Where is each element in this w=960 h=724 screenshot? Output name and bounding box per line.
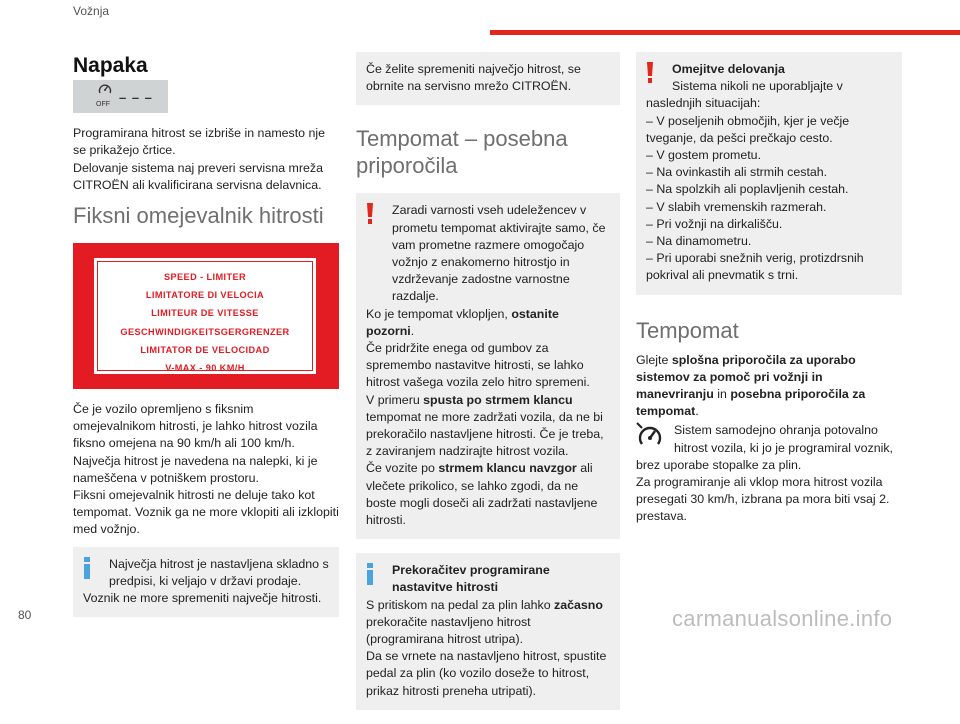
limitations-title: Omejitve delovanja [672, 62, 785, 76]
fixed-text-1: Če je vozilo opremljeno s fiksnim omejevalnikom hitrosti, je lahko hitrost vozila fiksno omejena na 90 km/h ali 100 km/h. [73, 402, 318, 451]
info-text-2: Da se vrnete na nastavljeno hitrost, spustite pedal za plin (ko vozilo doseže to hitrost, prikaz hitrosti preneha utripati). [366, 649, 607, 698]
limitation-item: – Na dinamometru. [646, 234, 752, 249]
sticker-line: GESCHWINDIGKEITSGERGRENZER [120, 326, 290, 337]
header-accent-bar [490, 30, 960, 35]
speedometer-icon [98, 82, 112, 96]
warning-text-3: Če pridržite enega od gumbov za spremembo nastavitve hitrosti, se lahko hitrost vašega vozila zelo hitro spremeni. [366, 341, 590, 390]
limitations-intro: Sistema nikoli ne uporabljajte v naslednjih situacijah: [646, 79, 843, 111]
cruise-description-2: Za programiranje ali vklop mora hitrost vozila presegati 30 km/h, izbrana pa mora biti vsaj 2. prestava. [636, 475, 890, 524]
info-note-text-2: Voznik ne more spremeniti največje hitrosti. [83, 591, 322, 606]
cruise-control-heading: Tempomat [636, 317, 739, 343]
contact-note [356, 52, 620, 105]
limitations-warning [636, 52, 902, 295]
napaka-heading: Napaka [73, 54, 148, 77]
limitation-item: – Pri vožnji na dirkališču. [646, 216, 783, 231]
off-label: OFF [96, 101, 110, 109]
fixed-text-2: Največja hitrost je navedena na nalepki, ki je nameščena v potniškem prostoru. [73, 453, 318, 485]
napaka-text-2: Delovanje sistema naj preveri servisna mreža CITROËN ali kvalificirana servisna delavnica. [73, 160, 323, 192]
info-note [73, 547, 339, 618]
warning-icon [366, 203, 374, 225]
page-number: 80 [18, 608, 32, 622]
cruise-control-icon [636, 422, 664, 450]
limitation-item: – V gostem prometu. [646, 148, 762, 163]
dashes-display: – – – [119, 90, 153, 106]
watermark: carmanualsonline.info [672, 606, 893, 631]
cruise-recommendations-heading: Tempomat – posebna priporočila [356, 126, 568, 179]
warning-note [356, 193, 620, 539]
warning-text-2: Ko je tempomat vklopljen, ostanite pozorni. [366, 306, 559, 338]
limitation-item: – Pri uporabi snežnih verig, protizdrsnih pokrival ali pnevmatik s trni. [646, 251, 864, 283]
cruise-description: Sistem samodejno ohranja potovalno hitrost vozila, ki jo je programiral voznik, brez uporabe stopalke za plin. [636, 423, 893, 472]
speed-limiter-sticker [73, 243, 339, 389]
fixed-text-3: Fiksni omejevalnik hitrosti ne deluje tako kot tempomat. Voznik ga ne more vklopiti ali izklopiti med vožnjo. [73, 488, 339, 537]
info-icon [83, 557, 91, 579]
info-icon [366, 563, 374, 585]
napaka-text-1: Programirana hitrost se izbriše in namesto nje se prikažejo črtice. [73, 126, 326, 158]
sticker-line: SPEED - LIMITER [163, 272, 247, 283]
fixed-limiter-heading: Fiksni omejevalnik hitrosti [73, 203, 324, 229]
contact-note-text: Če želite spremeniti največjo hitrost, se obrnite na servisno mrežo CITROËN. [366, 62, 581, 94]
speed-limiter-off-display [73, 80, 168, 113]
reference-text: Glejte splošna priporočila za uporabo sistemov za pomoč pri vožnji in manevriranju in posebna priporočila za tempomat. [636, 352, 866, 419]
column-2 [356, 52, 620, 724]
section-header: Vožnja [73, 4, 110, 18]
info-note-text-1: Največja hitrost je nastavljena skladno s predpisi, ki veljajo v državi prodaje. [109, 556, 329, 588]
sticker-line: LIMITEUR DE VITESSE [151, 308, 259, 319]
warning-text-1: Zaradi varnosti vseh udeležencev v prometu tempomat aktivirajte samo, če vam prometne razmere omogočajo vožnjo z enakomerno hitrostjo in vzdrževanje zadostne varnostne razdalje. [392, 203, 606, 304]
info-title: Prekoračitev programirane nastavitve hitrosti [392, 563, 550, 595]
limitation-item: – Na ovinkastih ali strmih cestah. [646, 165, 828, 180]
warning-text-5: Če vozite po strmem klancu navzgor ali vlečete prikolico, se lahko zgodi, da ne boste mogli doseči ali zadržati nastavljene hitrosti. [366, 461, 598, 528]
limitation-item: – V poseljenih območjih, kjer je večje tveganje, da pešci prečkajo cesto. [646, 113, 850, 145]
column-3 [636, 52, 902, 526]
info-text-1: S pritiskom na pedal za plin lahko začasno prekoračite nastavljeno hitrost (programirana hitrost utripa). [366, 597, 603, 647]
sticker-line: LIMITATOR DE VELOCIDAD [140, 344, 270, 355]
sticker-line: LIMITATORE DI VELOCIA [145, 290, 265, 301]
limitation-item: – V slabih vremenskih razmerah. [646, 199, 827, 214]
sticker-line: V-MAX - 90 KM/H [165, 363, 245, 374]
warning-text-4: V primeru spusta po strmem klancu tempomat ne more zadržati vozila, da ne bi prekoračilo nastavljene hitrosti. Če je treba, z zaviranjem nadzirajte hitrost vozila. [366, 392, 604, 459]
column-1 [73, 52, 339, 631]
info-note-speed-override [356, 553, 620, 710]
limitation-item: – Na spolzkih ali poplavljenih cestah. [646, 182, 849, 197]
warning-icon [646, 62, 654, 84]
